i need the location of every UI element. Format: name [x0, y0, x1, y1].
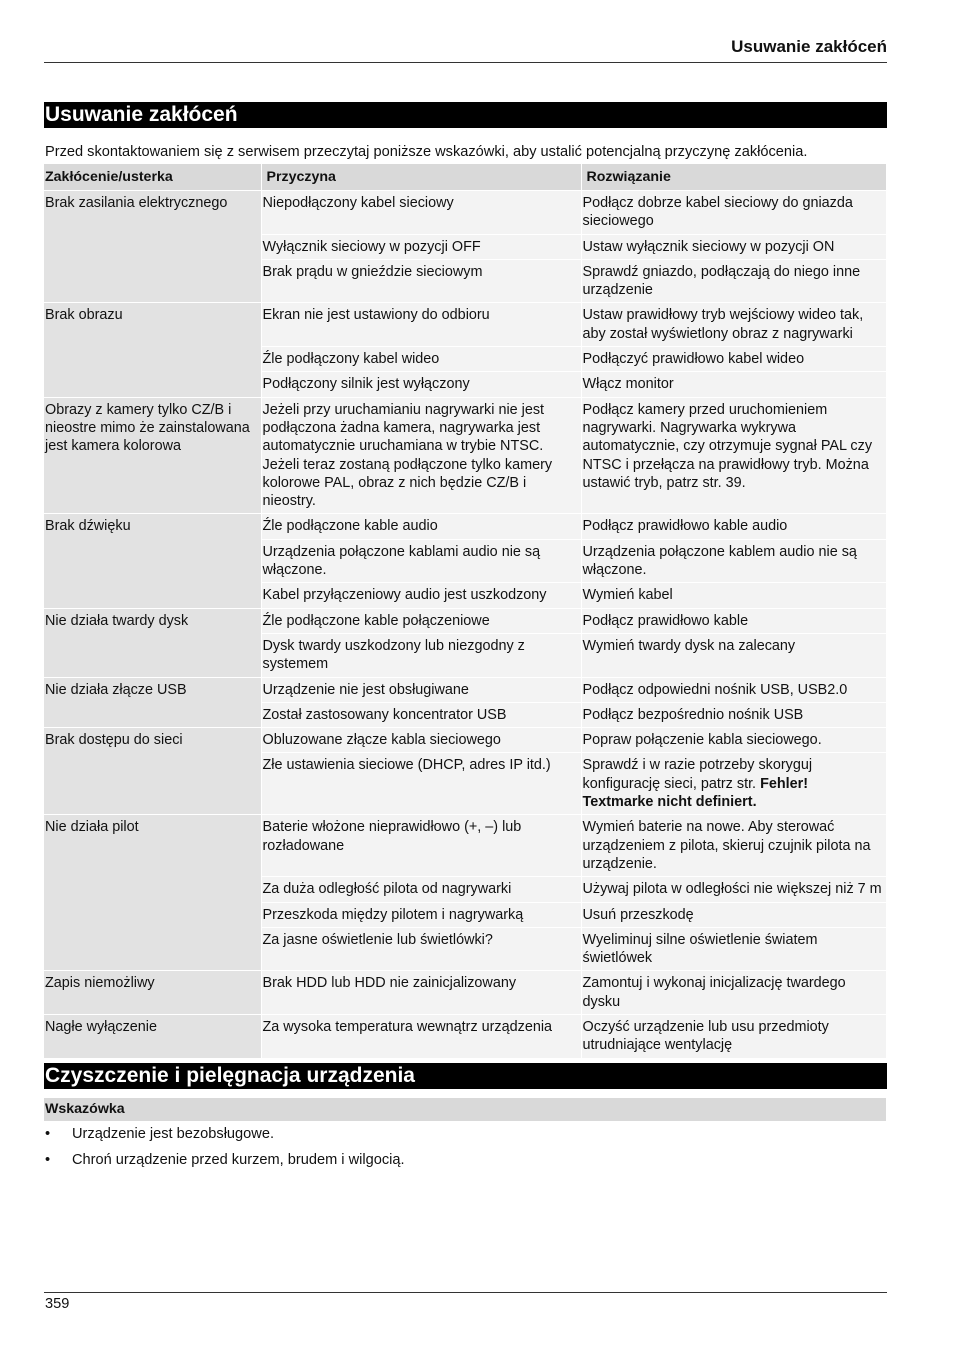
table-row: [44, 728, 886, 753]
column-header-cause: Przyczyna: [261, 164, 581, 191]
cause-cell: Wyłącznik sieciowy w pozycji OFF: [261, 234, 581, 259]
cause-cell: Brak HDD lub HDD nie zainicjalizowany: [261, 971, 581, 1015]
fault-cell: Obrazy z kamery tylko CZ/B i nieostre mimo że zainstalowana jest kamera kolorowa: [44, 397, 261, 514]
running-header: Usuwanie zakłóceń: [731, 37, 887, 56]
fault-cell: Nie działa pilot: [44, 815, 261, 971]
table-row: [44, 303, 886, 347]
solution-cell: Podłączyć prawidłowo kabel wideo: [581, 347, 886, 372]
fault-cell: Nie działa twardy dysk: [44, 608, 261, 677]
solution-cell: [581, 753, 886, 815]
table-header-row: [44, 164, 886, 191]
solution-cell: Podłącz prawidłowo kable audio: [581, 514, 886, 539]
cause-cell: Przeszkoda między pilotem i nagrywarką: [261, 902, 581, 927]
fault-cell: Brak dostępu do sieci: [44, 728, 261, 815]
fault-cell: Zapis niemożliwy: [44, 971, 261, 1015]
table-row: [44, 677, 886, 702]
table-row: [44, 191, 886, 235]
intro-paragraph: Przed skontaktowaniem się z serwisem przeczytaj poniższe wskazówki, aby ustalić potencjalną przyczynę zakłócenia.: [45, 144, 808, 160]
solution-cell: Wymień baterie na nowe. Aby sterować urządzeniem z pilota, skieruj czujnik pilota na urządzenie.: [581, 815, 886, 877]
footer-rule: [44, 1292, 887, 1293]
solution-cell: Urządzenia połączone kablem audio nie są włączone.: [581, 539, 886, 583]
cause-cell: Ekran nie jest ustawiony do odbioru: [261, 303, 581, 347]
hint-list: [44, 1124, 405, 1176]
solution-cell: Usuń przeszkodę: [581, 902, 886, 927]
cause-cell: Brak prądu w gnieździe sieciowym: [261, 259, 581, 303]
solution-cell: Oczyść urządzenie lub usu przedmioty utrudniające wentylację: [581, 1014, 886, 1057]
bullet-icon: •: [45, 1152, 51, 1168]
solution-cell: Ustaw wyłącznik sieciowy w pozycji ON: [581, 234, 886, 259]
solution-cell: Podłącz odpowiedni nośnik USB, USB2.0: [581, 677, 886, 702]
table-body: [44, 191, 886, 1058]
cause-cell: Został zastosowany koncentrator USB: [261, 702, 581, 727]
column-header-solution: Rozwiązanie: [581, 164, 886, 191]
cause-cell: Dysk twardy uszkodzony lub niezgodny z systemem: [261, 633, 581, 677]
solution-cell: Podłącz bezpośrednio nośnik USB: [581, 702, 886, 727]
section-heading-cleaning: Czyszczenie i pielęgnacja urządzenia: [44, 1063, 887, 1089]
cause-cell: Baterie włożone nieprawidłowo (+, –) lub rozładowane: [261, 815, 581, 877]
fault-cell: Brak dźwięku: [44, 514, 261, 608]
cause-cell: Źle podłączone kable audio: [261, 514, 581, 539]
fault-cell: Nie działa złącze USB: [44, 677, 261, 728]
bullet-icon: •: [45, 1126, 51, 1142]
solution-cell: Zamontuj i wykonaj inicjalizację twardego dysku: [581, 971, 886, 1015]
cause-cell: Złe ustawienia sieciowe (DHCP, adres IP itd.): [261, 753, 581, 815]
cause-cell: Jeżeli przy uruchamianiu nagrywarki nie jest podłączona żadna kamera, nagrywarka jest automatycznie uruchamiana w trybie NTSC. Jeżeli teraz zostaną podłączone tylko kamery kolorowe PAL, obraz z nich będzie CZ/B i nieostry.: [261, 397, 581, 514]
column-header-fault: Zakłócenie/usterka: [44, 164, 261, 191]
cause-cell: Niepodłączony kabel sieciowy: [261, 191, 581, 235]
troubleshooting-table: [44, 164, 886, 1058]
fault-cell: Brak zasilania elektrycznego: [44, 191, 261, 303]
list-item: • Chroń urządzenie przed kurzem, brudem i wilgocią.: [45, 1152, 405, 1168]
fault-cell: Brak obrazu: [44, 303, 261, 397]
cause-cell: Kabel przyłączeniowy audio jest uszkodzony: [261, 583, 581, 608]
solution-cell: Wymień twardy dysk na zalecany: [581, 633, 886, 677]
cause-cell: Za jasne oświetlenie lub świetlówki?: [261, 927, 581, 971]
solution-cell: Wyeliminuj silne oświetlenie światem świetlówek: [581, 927, 886, 971]
list-item: • Urządzenie jest bezobsługowe.: [45, 1126, 274, 1142]
table-row: [44, 397, 886, 514]
cause-cell: Urządzenie nie jest obsługiwane: [261, 677, 581, 702]
fault-cell: Nagłe wyłączenie: [44, 1014, 261, 1057]
solution-cell: Sprawdź gniazdo, podłączają do niego inne urządzenie: [581, 259, 886, 303]
solution-cell: Podłącz dobrze kabel sieciowy do gniazda sieciowego: [581, 191, 886, 235]
table-row: [44, 971, 886, 1015]
solution-cell: Używaj pilota w odległości nie większej niż 7 m: [581, 877, 886, 902]
header-rule: [44, 62, 887, 63]
page-number: 359: [45, 1296, 70, 1312]
solution-cell: Ustaw prawidłowy tryb wejściowy wideo tak, aby został wyświetlony obraz z nagrywarki: [581, 303, 886, 347]
table-row: [44, 608, 886, 633]
cause-cell: Obluzowane złącze kabla sieciowego: [261, 728, 581, 753]
solution-cell: Podłącz kamery przed uruchomieniem nagrywarki. Nagrywarka wykrywa automatycznie, czy otrzymuje sygnał PAL czy NTSC i przełącza na prawidłowy tryb. Można ustawić tryb, patrz str. 39.: [581, 397, 886, 514]
table-row: [44, 815, 886, 877]
hint-label: Wskazówka: [44, 1098, 886, 1121]
cause-cell: Za duża odległość pilota od nagrywarki: [261, 877, 581, 902]
solution-text: Sprawdź i w razie potrzeby skoryguj konfigurację sieci, patrz str.: [582, 757, 813, 792]
cause-cell: Źle podłączony kabel wideo: [261, 347, 581, 372]
cross-reference-error: Fehler! Textmarke nicht definiert.: [582, 775, 809, 811]
cause-cell: Źle podłączone kable połączeniowe: [261, 608, 581, 633]
table-row: [44, 1014, 886, 1057]
solution-cell: Podłącz prawidłowo kable: [581, 608, 886, 633]
solution-cell: Popraw połączenie kabla sieciowego.: [581, 728, 886, 753]
cause-cell: Za wysoka temperatura wewnątrz urządzenia: [261, 1014, 581, 1057]
cause-cell: Urządzenia połączone kablami audio nie są włączone.: [261, 539, 581, 583]
table-row: [44, 514, 886, 539]
section-heading-troubleshooting: Usuwanie zakłóceń: [44, 102, 887, 128]
cause-cell: Podłączony silnik jest wyłączony: [261, 372, 581, 397]
solution-cell: Włącz monitor: [581, 372, 886, 397]
solution-cell: Wymień kabel: [581, 583, 886, 608]
